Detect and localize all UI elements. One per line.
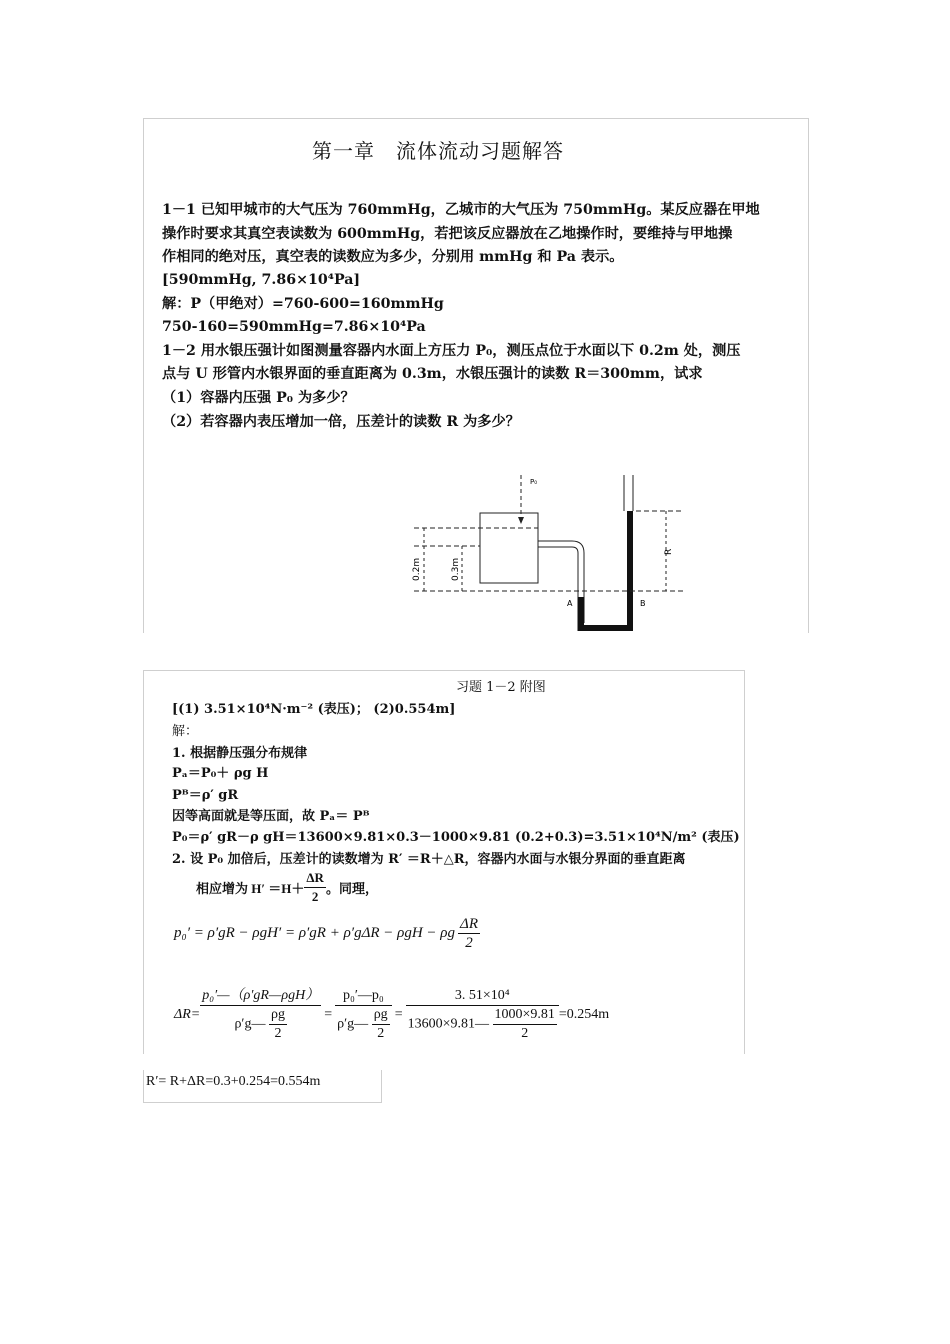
step-1: 1. 根据静压强分布规律 — [172, 746, 308, 761]
page-panel-3 — [143, 1070, 382, 1103]
equal-pressure-statement: 因等高面就是等压面，故 Pₐ＝ Pᴮ — [172, 809, 370, 824]
eq-dr-f1-den-num: ρg — [269, 1006, 287, 1025]
label-0-2m: 0.2m — [412, 557, 422, 581]
page-panel-2 — [143, 670, 745, 1054]
eq-dr-f2-den-frac — [372, 1006, 390, 1043]
eq-dr-f3-den-num: 1000×9.81 — [493, 1006, 557, 1025]
pipe-inner — [538, 547, 578, 597]
mercury-column — [581, 511, 630, 628]
eq-p0p-lhs: p₀′ = ρ′gR − ρgH′ = ρ′gR + ρ′gΔR − ρgH − ρg — [174, 925, 456, 941]
step-2b-post: 。同理， — [325, 881, 378, 896]
eq-dr-f2-den-a: ρ′g— — [337, 1016, 369, 1032]
eq-dr-f1-den-a: ρ′g— — [234, 1016, 266, 1032]
eq-dr-f2-num: p₀′—p₀ — [335, 987, 392, 1006]
label-b: B — [640, 599, 646, 608]
problem-1-2-line-2: 点与 U 形管内水银界面的垂直距离为 0.3m，水银压强计的读数 R＝300mm，试求 — [162, 366, 703, 382]
problem-1-1-line-1: 1－1 已知甲城市的大气压为 760mmHg，乙城市的大气压为 750mmHg。某反应器在甲地 — [162, 202, 760, 218]
step-2b-pre: 相应增为 H′ ＝H＋ — [196, 881, 305, 896]
step-2-continued — [196, 869, 378, 906]
eq-dr-f3-den-den: 2 — [521, 1026, 529, 1041]
label-p0: P₀ — [530, 478, 538, 486]
step-2: 2. 设 P₀ 加倍后，压差计的读数增为 R′ ＝R＋△R，容器内水面与水银分界面的垂直距离 — [172, 852, 686, 867]
eq-dr-f3-den-a: 13600×9.81— — [407, 1016, 489, 1032]
step-2b-fraction — [304, 869, 326, 906]
equation-p0: P₀＝ρ′ gR－ρ gH＝13600×9.81×0.3－1000×9.81 (0.2+0.3)=3.51×10⁴N/m² (表压) — [172, 830, 740, 845]
eq-dr-f3-den — [406, 1006, 559, 1043]
problem-1-1-line-3: 作相同的绝对压，真空表的读数应为多少，分别用 mmHg 和 Pa 表示。 — [162, 249, 624, 265]
eq-dr-f1-num: p₀′—（ρ′gR—ρgH） — [200, 987, 321, 1006]
problem-1-2-question-2: （2）若容器内表压增加一倍，压差计的读数 R 为多少？ — [162, 414, 520, 430]
eq-dr-fraction-1 — [200, 987, 321, 1043]
problem-1-1-solution-1: 解：P（甲绝对）=760-600=160mmHg — [162, 296, 444, 312]
container-vessel — [480, 513, 538, 583]
problem-1-2-line-1: 1－2 用水银压强计如图测量容器内水面上方压力 P₀，测压点位于水面以下 0.2m 处，测压 — [162, 343, 741, 359]
problem-1-2-question-1: （1）容器内压强 P₀ 为多少？ — [162, 390, 355, 406]
eq-dr-fraction-3 — [406, 987, 559, 1043]
eq-dr-eq2: = — [394, 1007, 403, 1022]
p0-arrowhead — [518, 517, 524, 524]
label-a: A — [567, 599, 573, 608]
eq-dr-f1-den — [200, 1006, 321, 1043]
equation-delta-r — [174, 987, 609, 1043]
eq-dr-lhs: ΔR= — [174, 1007, 201, 1022]
page-panel-1 — [143, 118, 809, 633]
eq-p0p-den: 2 — [465, 935, 473, 951]
equation-p0-prime — [174, 915, 480, 952]
eq-dr-f1-den-frac — [269, 1006, 287, 1043]
eq-p0p-num: ΔR — [460, 916, 478, 932]
eq-dr-eq1: = — [324, 1007, 333, 1022]
eq-dr-f3-den-frac — [493, 1006, 557, 1043]
eq-dr-f2-den-num: ρg — [372, 1006, 390, 1025]
problem-1-1-line-2: 操作时要求其真空表读数为 600mmHg，若把该反应器放在乙地操作时，要维持与甲地操 — [162, 226, 733, 242]
eq-dr-f3-num: 3. 51×10⁴ — [406, 987, 559, 1006]
equation-pb: Pᴮ＝ρ′ gR — [172, 788, 239, 803]
step-2b-den: 2 — [311, 889, 319, 904]
label-0-3m: 0.3m — [451, 557, 461, 581]
figure-caption: 习题 1－2 附图 — [456, 680, 546, 695]
eq-p0p-fraction — [458, 915, 480, 952]
equation-pa: Pₐ＝P₀＋ ρg H — [172, 766, 269, 781]
manometer-figure — [144, 119, 808, 633]
eq-dr-f2-den-den: 2 — [377, 1026, 385, 1041]
eq-dr-fraction-2 — [335, 987, 392, 1043]
eq-dr-f1-den-den: 2 — [274, 1026, 282, 1041]
problem-1-1-solution-2: 750-160=590mmHg=7.86×10⁴Pa — [162, 319, 426, 335]
equation-final-r: R′= R+ΔR=0.3+0.254=0.554m — [146, 1074, 321, 1089]
problem-1-2-answer: [(1) 3.51×10⁴N·m⁻² (表压)； (2)0.554m] — [172, 702, 456, 717]
solution-label: 解： — [172, 724, 199, 739]
eq-dr-f2-den — [335, 1006, 392, 1043]
label-r: R — [664, 548, 674, 555]
problem-1-1-answer: [590mmHg, 7.86×10⁴Pa] — [162, 272, 361, 288]
step-2b-num: ΔR — [304, 869, 326, 888]
eq-dr-result: =0.254m — [558, 1007, 610, 1022]
chapter-title: 第一章 流体流动习题解答 — [312, 139, 564, 163]
